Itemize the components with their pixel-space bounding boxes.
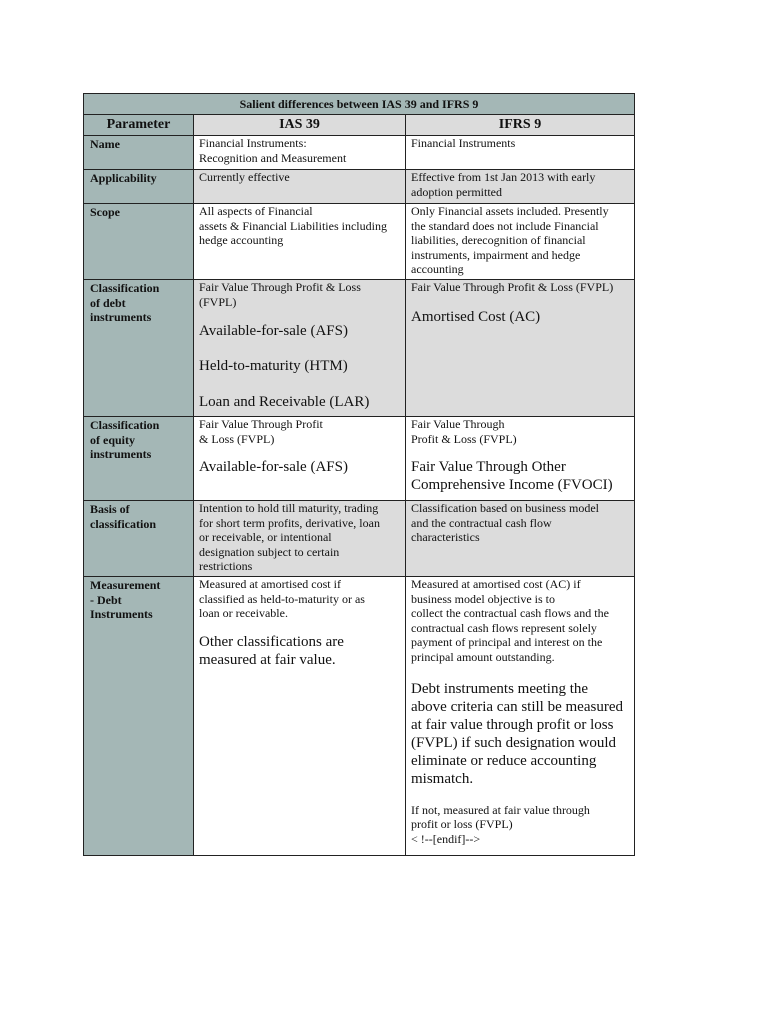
cell-line: or receivable, or intentional	[199, 530, 332, 545]
param-text: Instruments	[90, 607, 153, 622]
ifrs9-classification-debt	[406, 280, 635, 417]
cell-line: Measured at amortised cost (AC) if	[411, 577, 581, 591]
param-text: classification	[90, 516, 156, 531]
cell-line: Fair Value Through Profit & Loss (FVPL)	[411, 280, 614, 294]
cell-line: Measured at amortised cost if	[199, 577, 341, 591]
cell-line: Held-to-maturity (HTM)	[199, 358, 348, 375]
cell-line: (FVPL)	[199, 294, 237, 309]
cell-line: < !--[endif]-->	[411, 831, 481, 846]
param-text: - Debt	[90, 592, 122, 607]
cell-line: Debt instruments meeting the	[411, 680, 589, 697]
cell-line: Fair Value Through Profit	[199, 417, 323, 431]
cell-line: characteristics	[411, 530, 480, 545]
param-text: Scope	[90, 205, 120, 219]
cell-line: payment of principal and interest on the	[411, 635, 603, 650]
header-row	[84, 115, 635, 136]
param-applicability	[84, 170, 194, 204]
table-title: Salient differences between IAS 39 and IFRS 9	[84, 94, 635, 115]
row-classification-debt	[84, 280, 635, 417]
cell-line: profit or loss (FVPL)	[411, 817, 513, 832]
cell-line: mismatch.	[411, 770, 474, 787]
ias39-applicability	[194, 170, 406, 204]
cell-line: (FVPL) if such designation would	[411, 734, 616, 751]
param-text: Classification	[90, 281, 160, 295]
param-measurement-debt	[84, 577, 194, 856]
header-ias39: IAS 39	[194, 115, 406, 136]
comparison-table	[83, 93, 635, 856]
cell-line: Available-for-sale (AFS)	[199, 459, 348, 476]
cell-line: Financial Instruments:	[199, 136, 307, 150]
cell-line: accounting	[411, 262, 464, 277]
cell-line: restrictions	[199, 559, 253, 574]
cell-line: eliminate or reduce accounting	[411, 752, 597, 769]
header-ifrs9: IFRS 9	[406, 115, 635, 136]
cell-line: Recognition and Measurement	[199, 150, 347, 165]
ias39-basis-classification	[194, 501, 406, 577]
cell-line: above criteria can still be measured	[411, 698, 623, 715]
cell-line: Only Financial assets included. Presently	[411, 204, 609, 218]
row-measurement-debt	[84, 577, 635, 856]
cell-line: instruments, impairment and hedge	[411, 247, 581, 262]
cell-line: classified as held-to-maturity or as	[199, 591, 365, 606]
row-applicability	[84, 170, 635, 204]
ifrs9-applicability	[406, 170, 635, 204]
row-name	[84, 136, 635, 170]
param-classification-equity	[84, 417, 194, 501]
cell-line: assets & Financial Liabilities including	[199, 218, 387, 233]
ias39-classification-debt	[194, 280, 406, 417]
cell-line: loan or receivable.	[199, 606, 288, 621]
cell-line: Amortised Cost (AC)	[411, 308, 541, 325]
param-text: Applicability	[90, 171, 157, 185]
cell-line: Effective from 1st Jan 2013 with early	[411, 170, 596, 184]
cell-line: principal amount outstanding.	[411, 649, 555, 664]
cell-line: and the contractual cash flow	[411, 515, 552, 530]
ias39-scope	[194, 204, 406, 280]
cell-line: Other classifications are	[199, 633, 344, 650]
param-text: Classification	[90, 418, 160, 432]
ifrs9-scope	[406, 204, 635, 280]
param-scope	[84, 204, 194, 280]
cell-line: If not, measured at fair value through	[411, 802, 590, 817]
param-text: of debt	[90, 295, 126, 310]
ifrs9-name	[406, 136, 635, 170]
param-text: instruments	[90, 447, 152, 462]
cell-line: hedge accounting	[199, 233, 284, 248]
cell-line: at fair value through profit or loss	[411, 716, 614, 733]
title-row	[84, 94, 635, 115]
cell-line: liabilities, derecognition of financial	[411, 233, 586, 248]
param-name	[84, 136, 194, 170]
cell-line: Fair Value Through	[411, 417, 505, 431]
param-text: Basis of	[90, 502, 130, 516]
ifrs9-basis-classification	[406, 501, 635, 577]
row-basis-classification	[84, 501, 635, 577]
cell-line: Currently effective	[199, 170, 290, 184]
ias39-measurement-debt	[194, 577, 406, 856]
param-classification-debt	[84, 280, 194, 417]
param-text: Measurement	[90, 578, 161, 592]
cell-line: & Loss (FVPL)	[199, 431, 275, 446]
param-text: of equity	[90, 432, 135, 447]
cell-line: Intention to hold till maturity, trading	[199, 501, 379, 515]
ias39-name	[194, 136, 406, 170]
row-classification-equity	[84, 417, 635, 501]
cell-line: Available-for-sale (AFS)	[199, 323, 348, 340]
cell-line: Financial Instruments	[411, 136, 516, 150]
ifrs9-measurement-debt	[406, 577, 635, 856]
cell-line: business model objective is to	[411, 591, 555, 606]
cell-line: Loan and Receivable (LAR)	[199, 394, 370, 411]
cell-line: contractual cash flows represent solely	[411, 620, 597, 635]
cell-line: Classification based on business model	[411, 501, 599, 515]
header-parameter: Parameter	[84, 115, 194, 136]
param-basis-classification	[84, 501, 194, 577]
cell-line: Fair Value Through Other	[411, 459, 566, 476]
row-scope	[84, 204, 635, 280]
cell-line: measured at fair value.	[199, 651, 336, 668]
cell-line: Comprehensive Income (FVOCI)	[411, 477, 613, 494]
ias39-classification-equity	[194, 417, 406, 501]
cell-line: Fair Value Through Profit & Loss	[199, 280, 361, 294]
cell-line: All aspects of Financial	[199, 204, 313, 218]
ifrs9-classification-equity	[406, 417, 635, 501]
param-text: Name	[90, 137, 120, 151]
cell-line: designation subject to certain	[199, 544, 340, 559]
cell-line: collect the contractual cash flows and the	[411, 606, 609, 621]
param-text: instruments	[90, 310, 152, 325]
cell-line: adoption permitted	[411, 184, 502, 199]
cell-line: Profit & Loss (FVPL)	[411, 431, 517, 446]
cell-line: the standard does not include Financial	[411, 218, 599, 233]
cell-line: for short term profits, derivative, loan	[199, 515, 380, 530]
